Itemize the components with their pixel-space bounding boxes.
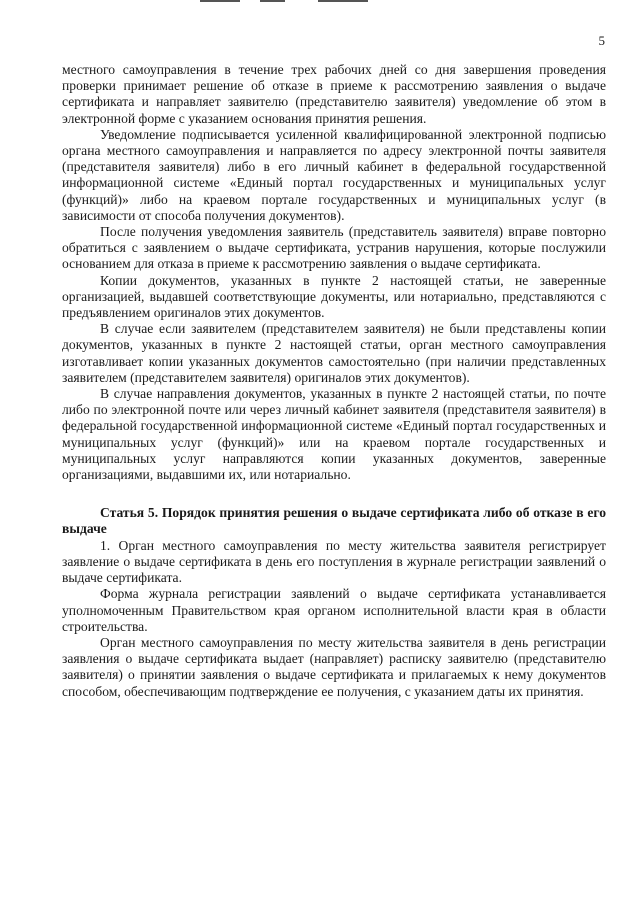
article-paragraph-registration: 1. Орган местного самоуправления по месту жительства заявителя регистрирует заявление о выдаче сертификата в день его поступления в журнале регистрации заявлений о выдаче сертификата. [62,537,606,586]
page-number: 5 [598,33,605,48]
paragraph-reapply: После получения уведомления заявитель (представитель заявителя) вправе повторно обратиться с заявлением о выдаче сертификата, устранив нарушения, которые послужили основанием для отказа в приеме к рассмотрению заявления о выдаче сертификата. [62,224,606,272]
paragraph-continuation: местного самоуправления в течение трех рабочих дней со дня завершения проведения проверки принимает решение об отказе в приеме к рассмотрению заявления о выдаче сертификата и направляет заявителю (представителю заявителя) уведомление об этом в электронной форме с указанием основания принятия решения. [62,62,606,126]
article-title: Статья 5. Порядок принятия решения о выдаче сертификата либо об отказе в его выдаче [62,505,606,537]
article-paragraph-journal-form: Форма журнала регистрации заявлений о выдаче сертификата устанавливается уполномоченным Правительством края органом исполнительной власти края в области строительства. [62,586,606,634]
article-paragraph-receipt: Орган местного самоуправления по месту жительства заявителя в день регистрации заявления о выдаче сертификата выдает (направляет) расписку заявителю (представителю заявителя) о принятии заявления о выдаче сертификата и прилагаемых к нему документов способом, обеспечивающим подтверждение ее получения, с указанием даты их принятия. [62,634,606,699]
paragraph-copies-not-provided: В случае если заявителем (представителем заявителя) не были представлены копии документов, указанных в пункте 2 настоящей статьи, орган местного самоуправления изготавливает копии указанных документов самостоятельно (при наличии представленных заявителем (представителем заявителя) оригиналов этих документов). [62,321,606,385]
paragraph-notification-signature: Уведомление подписывается усиленной квалифицированной электронной подписью органа местного самоуправления и направляется по адресу электронной почты заявителя (представителя заявителя) либо в его личный кабинет в федеральной государственной информационной системе «Единый портал государственных и муниципальных услуг (функций)» либо на краевом портале государственных и муниципальных услуг (в зависимости от способа получения документов). [62,126,606,223]
paragraph-document-copies: Копии документов, указанных в пункте 2 настоящей статьи, не заверенные организацией, выдавшей соответствующие документы, или нотариально, представляются с предъявлением оригиналов этих документов. [62,272,606,321]
document-body [62,62,606,700]
paragraph-mail-submission: В случае направления документов, указанных в пункте 2 настоящей статьи, по почте либо по электронной почте или через личный кабинет заявителя (представителя заявителя) в федеральной государственной информационной системе «Единый портал государственных и муниципальных услуг (функций)» или на краевом портале государственных и муниципальных услуг направляются копии указанных документов, заверенные организациями, выдавшими их, или нотариально. [62,386,606,483]
scan-artifact [200,0,420,4]
